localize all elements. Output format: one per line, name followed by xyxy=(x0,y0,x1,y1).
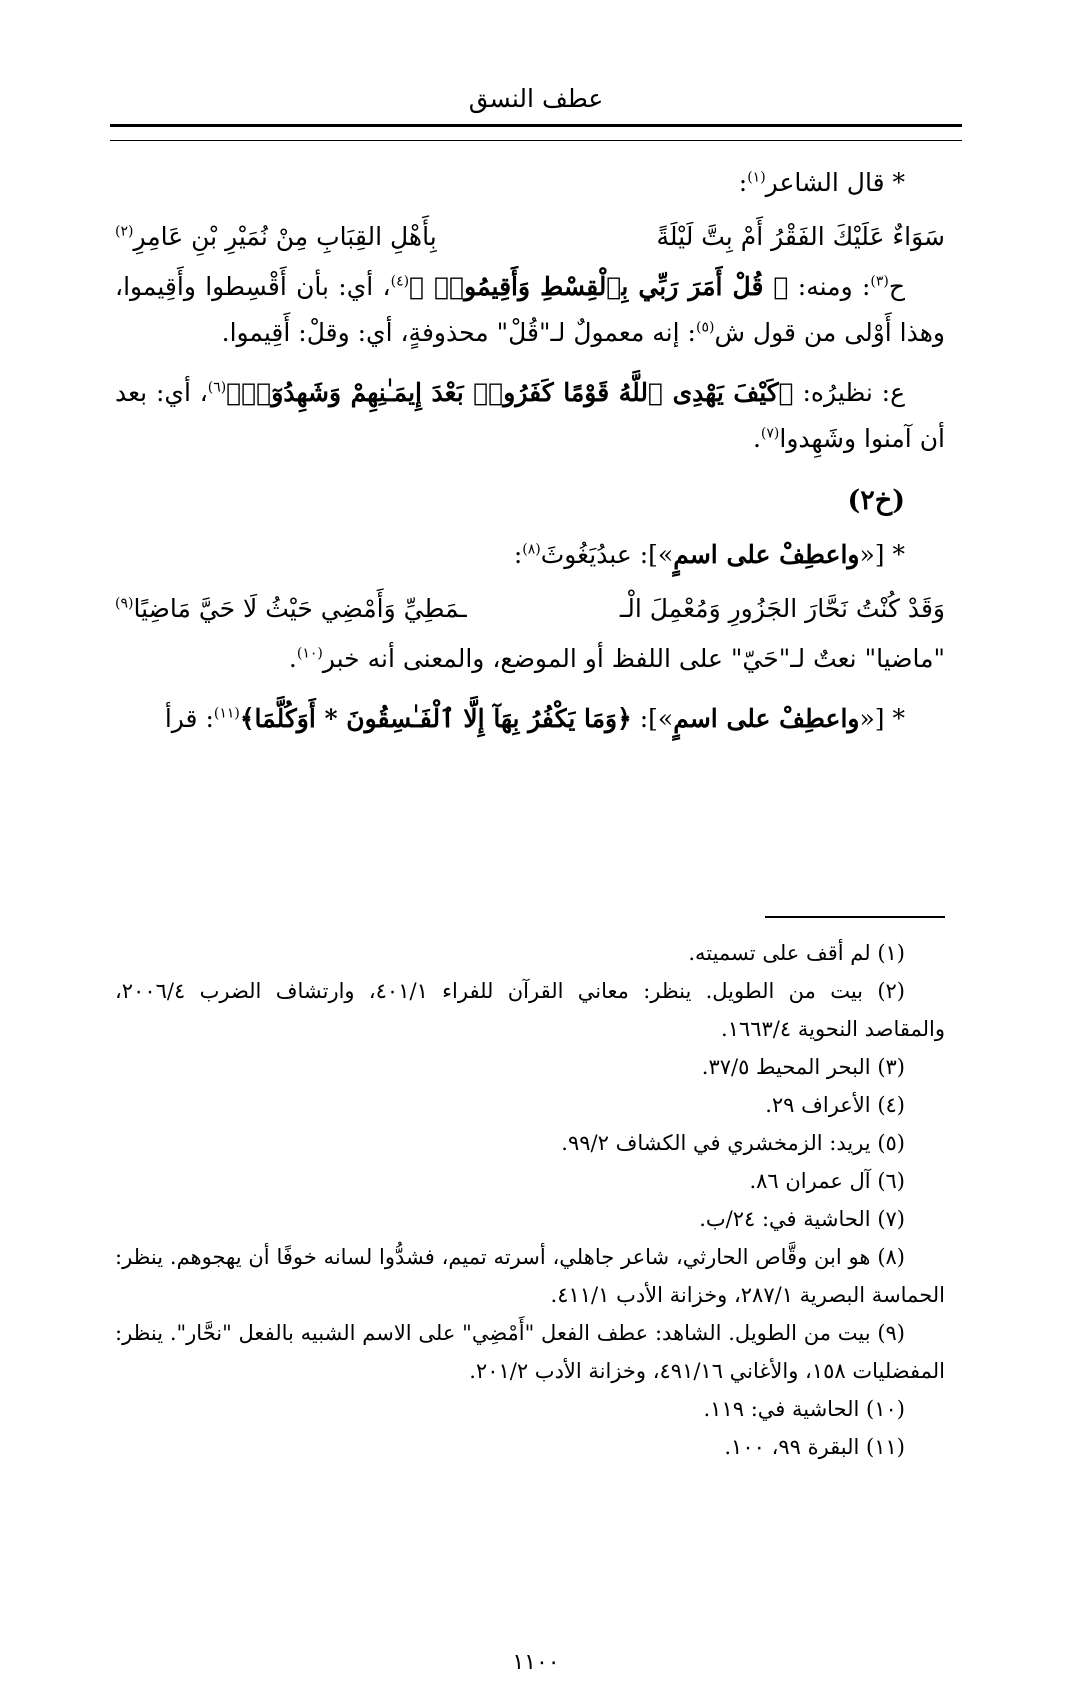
text: ، أي: بعد أن آمنوا وشَهِدوا xyxy=(115,378,945,453)
header-rule-thin xyxy=(110,140,962,141)
verse-second-hemistich xyxy=(115,214,437,260)
footnote-ref: (٩) xyxy=(115,595,134,612)
footnote-ref: (٤) xyxy=(390,273,410,290)
verse-first-hemistich: وَقَدْ كُنْتُ نَحَّارَ الجَزُورِ وَمُعْمِلَ الْـ xyxy=(619,594,945,623)
footnote-11: (١١) البقرة ٩٩، ١٠٠. xyxy=(724,1435,905,1459)
text: ، أي: بأن أَقْسِطوا وأَقِيموا، وهذا أَوْلى من قول ش xyxy=(115,272,945,347)
footnote-ref: (٨) xyxy=(522,541,541,558)
text: . xyxy=(752,424,761,453)
footnote-3: (٣) البحر المحيط ٣٧/٥. xyxy=(701,1055,905,1079)
footnote-ref: (٦) xyxy=(207,379,227,396)
paragraph-poet-intro xyxy=(115,160,945,206)
paragraph-ayn xyxy=(115,370,945,462)
paragraph-awakullama xyxy=(115,696,945,742)
quran-verse: ﴿كَيْفَ يَهْدِى ٱللَّهُ قَوْمًا كَفَرُوا۟ بَعْدَ إِيمَـٰنِهِمْ وَشَهِدُوٓا۟﴾ xyxy=(226,378,794,407)
footnote-ref: (٥) xyxy=(695,319,715,336)
footnote-6: (٦) آل عمران ٨٦. xyxy=(749,1169,905,1193)
footnote-5: (٥) يريد: الزمخشري في الكشاف ٩٩/٢. xyxy=(561,1131,905,1155)
running-header: عطف النسق xyxy=(468,84,604,113)
text: »]: عبدُيَغُوثَ xyxy=(540,540,674,569)
footnote-ref: (١) xyxy=(747,169,766,186)
footnote-ref: (١١) xyxy=(213,705,240,722)
verse-line-2 xyxy=(115,586,945,632)
footnote-8: (٨) هو ابن وقَّاص الحارثي، شاعر جاهلي، أسرته تميم، فشدُّوا لسانه خوفًا أن يهجوهم. ينظر: الحماسة البصرية ٢٨٧/١، وخزانة الأدب ٤١١/١. xyxy=(115,1245,945,1307)
header-rule-thick xyxy=(110,124,962,127)
text: . xyxy=(288,644,297,673)
verse-first-hemistich: سَوَاءٌ عَلَيْكَ الفَقْرُ أَمْ بِتَّ لَيْلَةً xyxy=(656,222,945,251)
text: ح xyxy=(888,272,905,301)
text: ع: نظيرُه: xyxy=(793,378,905,407)
verse-second-hemistich xyxy=(115,586,467,632)
page-number: ١١٠٠ xyxy=(512,1650,560,1675)
text: * قال الشاعر xyxy=(765,168,905,197)
footnotes xyxy=(115,934,945,1466)
text: : xyxy=(738,168,748,197)
text: : قرأ xyxy=(164,704,214,733)
footnote-ref: (٢) xyxy=(115,223,134,240)
main-text xyxy=(115,160,945,742)
footnote-10: (١٠) الحاشية في: ١١٩. xyxy=(703,1397,905,1421)
quran-verse: ﴿ قُلْ أَمَرَ رَبِّي بِٱلْقِسْطِ وَأَقِيمُوا۟ ﴾ xyxy=(409,272,789,301)
text: »]: xyxy=(631,704,674,733)
text: "ماضيا" نعتٌ لـ"حَيّ" على اللفظ أو الموضع، والمعنى أنه خبر xyxy=(322,644,945,673)
footnote-separator xyxy=(765,916,945,918)
footnote-ref: (٣) xyxy=(870,273,889,290)
paragraph-ha xyxy=(115,264,945,356)
footnote-1: (١) لم أقف على تسميته. xyxy=(688,941,905,965)
text: بِأَهْلِ القِبَابِ مِنْ نُمَيْرِ بْنِ عَامِرِ xyxy=(133,222,437,251)
verse-line-1 xyxy=(115,214,945,260)
text: * [« xyxy=(859,704,905,733)
paragraph-abd-yaghuth xyxy=(115,532,945,578)
footnote-4: (٤) الأعراف ٢٩. xyxy=(765,1093,905,1117)
text: : إنه معمولٌ لـ"قُلْ" محذوفةٍ، أي: وقلْ: أَقِيموا. xyxy=(221,318,696,347)
section-heading: (خ٢) xyxy=(847,485,905,516)
footnote-7: (٧) الحاشية في: ٢٤/ب. xyxy=(699,1207,905,1231)
text: : ومنه: xyxy=(788,272,871,301)
footnote-2: (٢) بيت من الطويل. ينظر: معاني القرآن للفراء ٤٠١/١، وارتشاف الضرب ٢٠٠٦/٤، والمقاصد النحوية ١٦٦٣/٤. xyxy=(115,979,945,1041)
text: : xyxy=(513,540,523,569)
footnote-ref: (٧) xyxy=(760,425,780,442)
paragraph-madiya xyxy=(115,636,945,682)
text: * [« xyxy=(859,540,905,569)
quran-verse: ﴿وَمَا يَكْفُرُ بِهَآ إِلَّا ٱلْفَـٰسِقُونَ * أَوَكُلَّمَا﴾ xyxy=(239,704,632,733)
footnote-9: (٩) بيت من الطويل. الشاهد: عطف الفعل "أَمْضِي" على الاسم الشبيه بالفعل "نحَّار". ينظر: المفضليات ١٥٨، والأغاني ٤٩١/١٦، وخزانة الأدب ٢٠١/٢. xyxy=(115,1321,945,1383)
bold-quote: واعطِفْ على اسمٍ xyxy=(673,540,860,569)
bold-quote: واعطِفْ على اسمٍ xyxy=(673,704,860,733)
footnote-ref: (١٠) xyxy=(296,645,323,662)
text: ـمَطِيِّ وَأَمْضِي حَيْثُ لَا حَيَّ مَاضِيًا xyxy=(133,594,467,623)
